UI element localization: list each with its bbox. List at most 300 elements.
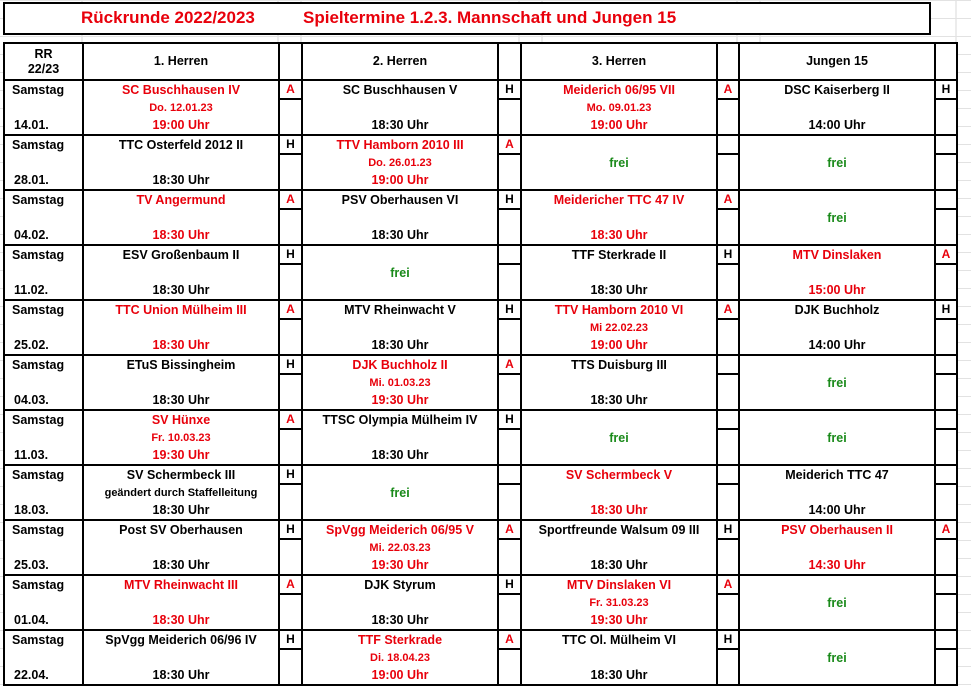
ha-spacer — [279, 172, 302, 190]
opponent-cell: DJK Styrum — [302, 575, 498, 594]
match-row — [4, 99, 957, 117]
match-row — [4, 594, 957, 612]
weekday-cell: Samstag — [4, 80, 83, 99]
match-row — [4, 355, 957, 374]
ha-spacer — [279, 282, 302, 300]
ha-spacer — [717, 502, 739, 520]
opponent-cell: DSC Kaiserberg II — [739, 80, 935, 99]
ha-spacer — [498, 429, 521, 447]
home-away-box — [717, 355, 739, 374]
home-away-box — [498, 245, 521, 264]
weekday-cell: Samstag — [4, 465, 83, 484]
match-row — [4, 667, 957, 685]
home-away-box: H — [717, 520, 739, 539]
ha-spacer — [498, 337, 521, 355]
opponent-cell: DJK Buchholz — [739, 300, 935, 319]
match-row — [4, 300, 957, 319]
home-away-box: H — [717, 630, 739, 649]
note-cell: Do. 12.01.23 — [83, 99, 279, 117]
home-away-box: A — [498, 630, 521, 649]
title-bar — [3, 2, 931, 35]
ha-spacer — [935, 667, 957, 685]
ha-spacer — [717, 447, 739, 465]
note-cell — [302, 99, 498, 117]
match-row — [4, 539, 957, 557]
note-cell — [739, 539, 935, 557]
ha-spacer — [717, 154, 739, 172]
ha-spacer — [279, 649, 302, 667]
team-header-3-ha — [717, 43, 739, 80]
ha-spacer — [717, 392, 739, 410]
home-away-box: H — [935, 80, 957, 99]
ha-spacer — [935, 484, 957, 502]
time-cell: 19:00 Uhr — [521, 337, 717, 355]
time-cell: 19:30 Uhr — [302, 557, 498, 575]
time-cell — [739, 447, 935, 465]
time-cell — [302, 502, 498, 520]
date-cell: 14.01. — [14, 118, 49, 132]
ha-spacer — [279, 154, 302, 172]
time-cell: 19:00 Uhr — [302, 667, 498, 685]
time-cell — [739, 612, 935, 630]
date-cell: 18.03. — [14, 503, 49, 517]
ha-spacer — [935, 154, 957, 172]
note-cell — [739, 264, 935, 282]
match-row — [4, 392, 957, 410]
time-cell — [739, 172, 935, 190]
date-cell: 04.02. — [14, 228, 49, 242]
match-row — [4, 190, 957, 209]
ha-spacer — [498, 374, 521, 392]
match-row — [4, 80, 957, 99]
empty-cell — [4, 594, 83, 612]
time-cell — [521, 447, 717, 465]
ha-spacer — [498, 209, 521, 227]
ha-spacer — [279, 502, 302, 520]
match-row — [4, 227, 957, 245]
ha-spacer — [935, 392, 957, 410]
opponent-cell: ETuS Bissingheim — [83, 355, 279, 374]
weekday-cell: Samstag — [4, 575, 83, 594]
ha-spacer — [935, 117, 957, 135]
team-header-2: 2. Herren — [302, 43, 498, 80]
time-cell: 18:30 Uhr — [302, 227, 498, 245]
note-cell — [739, 484, 935, 502]
ha-spacer — [279, 447, 302, 465]
note-cell — [521, 374, 717, 392]
free-label: frei — [302, 484, 498, 502]
opponent-cell: TTF Sterkrade II — [521, 245, 717, 264]
home-away-box: H — [279, 465, 302, 484]
time-cell: 18:30 Uhr — [302, 612, 498, 630]
time-cell: 18:30 Uhr — [83, 392, 279, 410]
home-away-box: H — [498, 410, 521, 429]
match-row — [4, 172, 957, 190]
weekday-cell: Samstag — [4, 520, 83, 539]
opponent-cell: MTV Rheinwacht III — [83, 575, 279, 594]
time-cell: 18:30 Uhr — [83, 612, 279, 630]
opponent-cell: SC Buschhausen IV — [83, 80, 279, 99]
opponent-cell: SV Hünxe — [83, 410, 279, 429]
ha-spacer — [498, 172, 521, 190]
home-away-box: A — [279, 300, 302, 319]
ha-spacer — [279, 429, 302, 447]
ha-spacer — [717, 484, 739, 502]
match-row — [4, 154, 957, 172]
weekday-cell: Samstag — [4, 300, 83, 319]
home-away-box: H — [279, 245, 302, 264]
ha-spacer — [717, 539, 739, 557]
free-label: frei — [521, 154, 717, 172]
opponent-cell: SC Buschhausen V — [302, 80, 498, 99]
opponent-cell: TV Angermund — [83, 190, 279, 209]
ha-spacer — [717, 227, 739, 245]
ha-spacer — [717, 264, 739, 282]
team-header-1-ha — [279, 43, 302, 80]
ha-spacer — [279, 374, 302, 392]
ha-spacer — [498, 227, 521, 245]
ha-spacer — [935, 594, 957, 612]
ha-spacer — [279, 117, 302, 135]
ha-spacer — [717, 99, 739, 117]
time-cell — [521, 172, 717, 190]
note-cell: Mo. 09.01.23 — [521, 99, 717, 117]
opponent-cell: DJK Buchholz II — [302, 355, 498, 374]
opponent-cell — [739, 190, 935, 209]
ha-spacer — [717, 667, 739, 685]
ha-spacer — [279, 392, 302, 410]
note-cell: Fr. 31.03.23 — [521, 594, 717, 612]
home-away-box: H — [935, 300, 957, 319]
home-away-box: A — [279, 190, 302, 209]
note-cell — [521, 649, 717, 667]
note-cell — [302, 594, 498, 612]
home-away-box: A — [498, 355, 521, 374]
weekday-cell: Samstag — [4, 245, 83, 264]
opponent-cell: Meiderich 06/95 VII — [521, 80, 717, 99]
home-away-box: A — [935, 245, 957, 264]
ha-spacer — [498, 612, 521, 630]
weekday-cell: Samstag — [4, 190, 83, 209]
home-away-box: A — [935, 520, 957, 539]
weekday-cell: Samstag — [4, 630, 83, 649]
ha-spacer — [498, 484, 521, 502]
ha-spacer — [935, 227, 957, 245]
time-cell: 15:00 Uhr — [739, 282, 935, 300]
schedule-table — [3, 42, 958, 686]
note-cell — [83, 319, 279, 337]
time-cell: 18:30 Uhr — [83, 282, 279, 300]
match-row — [4, 630, 957, 649]
opponent-cell: TTC Ol. Mülheim VI — [521, 630, 717, 649]
ha-spacer — [279, 612, 302, 630]
opponent-cell: Meiderich TTC 47 — [739, 465, 935, 484]
match-row — [4, 410, 957, 429]
ha-spacer — [498, 264, 521, 282]
note-cell — [521, 539, 717, 557]
empty-cell — [4, 649, 83, 667]
opponent-cell — [302, 465, 498, 484]
ha-spacer — [279, 484, 302, 502]
opponent-cell: SpVgg Meiderich 06/95 V — [302, 520, 498, 539]
opponent-cell — [521, 410, 717, 429]
note-cell — [83, 594, 279, 612]
ha-spacer — [717, 209, 739, 227]
ha-spacer — [935, 172, 957, 190]
home-away-box: A — [717, 190, 739, 209]
time-cell: 19:00 Uhr — [521, 117, 717, 135]
home-away-box: H — [279, 355, 302, 374]
opponent-cell: TTC Osterfeld 2012 II — [83, 135, 279, 154]
date-cell: 28.01. — [14, 173, 49, 187]
ha-spacer — [279, 557, 302, 575]
opponent-cell — [739, 135, 935, 154]
ha-spacer — [935, 282, 957, 300]
ha-spacer — [717, 172, 739, 190]
weekday-cell: Samstag — [4, 135, 83, 154]
time-cell: 19:00 Uhr — [302, 172, 498, 190]
team-header-4-ha — [935, 43, 957, 80]
time-cell — [739, 667, 935, 685]
time-cell: 18:30 Uhr — [83, 172, 279, 190]
ha-spacer — [717, 557, 739, 575]
ha-spacer — [935, 319, 957, 337]
ha-spacer — [717, 594, 739, 612]
time-cell — [302, 282, 498, 300]
home-away-box — [935, 630, 957, 649]
time-cell: 19:30 Uhr — [83, 447, 279, 465]
free-label: frei — [739, 154, 935, 172]
empty-cell — [4, 264, 83, 282]
date-cell: 04.03. — [14, 393, 49, 407]
ha-spacer — [935, 209, 957, 227]
match-row — [4, 282, 957, 300]
date-cell: 01.04. — [14, 613, 49, 627]
note-cell — [739, 99, 935, 117]
opponent-cell: PSV Oberhausen VI — [302, 190, 498, 209]
opponent-cell: MTV Rheinwacht V — [302, 300, 498, 319]
note-cell — [302, 319, 498, 337]
home-away-box: H — [279, 135, 302, 154]
time-cell: 18:30 Uhr — [521, 502, 717, 520]
ha-spacer — [717, 282, 739, 300]
home-away-box: A — [279, 80, 302, 99]
opponent-cell: SV Schermbeck III — [83, 465, 279, 484]
ha-spacer — [935, 649, 957, 667]
opponent-cell: MTV Dinslaken VI — [521, 575, 717, 594]
ha-spacer — [498, 447, 521, 465]
empty-cell — [4, 484, 83, 502]
time-cell: 14:00 Uhr — [739, 337, 935, 355]
weekday-cell: Samstag — [4, 410, 83, 429]
match-row — [4, 337, 957, 355]
home-away-box: H — [498, 300, 521, 319]
opponent-cell: TTC Union Mülheim III — [83, 300, 279, 319]
opponent-cell — [739, 575, 935, 594]
ha-spacer — [279, 99, 302, 117]
ha-spacer — [717, 649, 739, 667]
note-cell — [521, 484, 717, 502]
empty-cell — [4, 154, 83, 172]
ha-spacer — [498, 667, 521, 685]
time-cell: 19:30 Uhr — [521, 612, 717, 630]
home-away-box: H — [498, 190, 521, 209]
time-cell: 18:30 Uhr — [83, 337, 279, 355]
empty-cell — [4, 539, 83, 557]
ha-spacer — [279, 209, 302, 227]
ha-spacer — [279, 539, 302, 557]
header-row — [4, 43, 957, 80]
ha-spacer — [279, 594, 302, 612]
ha-spacer — [279, 264, 302, 282]
free-label: frei — [739, 374, 935, 392]
ha-spacer — [717, 374, 739, 392]
note-cell: Mi. 01.03.23 — [302, 374, 498, 392]
free-label: frei — [739, 209, 935, 227]
opponent-cell: TTF Sterkrade — [302, 630, 498, 649]
date-cell: 25.02. — [14, 338, 49, 352]
note-cell — [83, 154, 279, 172]
rr-season: 22/23 — [27, 61, 60, 76]
match-row — [4, 374, 957, 392]
home-away-box: A — [717, 300, 739, 319]
home-away-box — [717, 135, 739, 154]
ha-spacer — [717, 319, 739, 337]
time-cell: 18:30 Uhr — [83, 227, 279, 245]
home-away-box: A — [279, 575, 302, 594]
note-cell — [83, 539, 279, 557]
ha-spacer — [498, 319, 521, 337]
opponent-cell: SV Schermbeck V — [521, 465, 717, 484]
opponent-cell: Sportfreunde Walsum 09 III — [521, 520, 717, 539]
empty-cell — [4, 429, 83, 447]
season-title: Rückrunde 2022/2023 — [81, 8, 255, 27]
rr-label: RR — [34, 46, 53, 61]
home-away-box: A — [279, 410, 302, 429]
note-cell — [83, 209, 279, 227]
home-away-box — [935, 465, 957, 484]
note-cell: Di. 18.04.23 — [302, 649, 498, 667]
note-cell — [83, 264, 279, 282]
opponent-cell — [302, 245, 498, 264]
match-row — [4, 502, 957, 520]
home-away-box — [935, 410, 957, 429]
match-row — [4, 264, 957, 282]
note-cell — [83, 374, 279, 392]
opponent-cell: PSV Oberhausen II — [739, 520, 935, 539]
free-label: frei — [739, 429, 935, 447]
ha-spacer — [498, 282, 521, 300]
empty-cell — [4, 374, 83, 392]
note-cell — [739, 319, 935, 337]
note-cell: Mi. 22.03.23 — [302, 539, 498, 557]
empty-cell — [4, 209, 83, 227]
time-cell: 14:30 Uhr — [739, 557, 935, 575]
ha-spacer — [498, 539, 521, 557]
ha-spacer — [498, 154, 521, 172]
time-cell: 19:30 Uhr — [302, 392, 498, 410]
free-label: frei — [521, 429, 717, 447]
home-away-box — [935, 355, 957, 374]
time-cell: 14:00 Uhr — [739, 117, 935, 135]
home-away-box: A — [498, 135, 521, 154]
ha-spacer — [935, 612, 957, 630]
ha-spacer — [935, 337, 957, 355]
ha-spacer — [935, 264, 957, 282]
ha-spacer — [717, 612, 739, 630]
time-cell: 18:30 Uhr — [302, 447, 498, 465]
opponent-cell: MTV Dinslaken — [739, 245, 935, 264]
note-cell: Fr. 10.03.23 — [83, 429, 279, 447]
note-cell: Mi 22.02.23 — [521, 319, 717, 337]
match-row — [4, 429, 957, 447]
team-header-4: Jungen 15 — [739, 43, 935, 80]
time-cell: 18:30 Uhr — [521, 282, 717, 300]
time-cell — [739, 392, 935, 410]
rr-header-cell — [4, 43, 83, 80]
weekday-cell: Samstag — [4, 355, 83, 374]
note-cell: Do. 26.01.23 — [302, 154, 498, 172]
note-cell — [521, 209, 717, 227]
time-cell: 14:00 Uhr — [739, 502, 935, 520]
time-cell: 18:30 Uhr — [83, 557, 279, 575]
home-away-box: H — [498, 575, 521, 594]
home-away-box: A — [717, 575, 739, 594]
home-away-box — [717, 410, 739, 429]
opponent-cell — [739, 630, 935, 649]
match-row — [4, 245, 957, 264]
schedule-subtitle: Spieltermine 1.2.3. Mannschaft und Jungen 15 — [303, 8, 677, 27]
time-cell — [739, 227, 935, 245]
ha-spacer — [935, 374, 957, 392]
time-cell: 18:30 Uhr — [521, 667, 717, 685]
home-away-box: H — [279, 520, 302, 539]
opponent-cell: ESV Großenbaum II — [83, 245, 279, 264]
home-away-box — [935, 135, 957, 154]
home-away-box: A — [498, 520, 521, 539]
free-label: frei — [302, 264, 498, 282]
match-row — [4, 520, 957, 539]
ha-spacer — [717, 117, 739, 135]
empty-cell — [4, 319, 83, 337]
ha-spacer — [935, 539, 957, 557]
ha-spacer — [279, 667, 302, 685]
ha-spacer — [279, 227, 302, 245]
note-cell — [83, 649, 279, 667]
team-header-3: 3. Herren — [521, 43, 717, 80]
opponent-cell: TTS Duisburg III — [521, 355, 717, 374]
match-row — [4, 319, 957, 337]
time-cell: 18:30 Uhr — [521, 392, 717, 410]
match-row — [4, 575, 957, 594]
match-row — [4, 465, 957, 484]
ha-spacer — [935, 447, 957, 465]
empty-cell — [4, 99, 83, 117]
match-row — [4, 484, 957, 502]
match-row — [4, 612, 957, 630]
home-away-box — [935, 575, 957, 594]
opponent-cell — [739, 355, 935, 374]
note-cell: geändert durch Staffelleitung — [83, 484, 279, 502]
ha-spacer — [717, 337, 739, 355]
ha-spacer — [498, 99, 521, 117]
home-away-box — [935, 190, 957, 209]
match-row — [4, 117, 957, 135]
home-away-box: H — [717, 245, 739, 264]
team-header-2-ha — [498, 43, 521, 80]
date-cell: 25.03. — [14, 558, 49, 572]
ha-spacer — [935, 557, 957, 575]
